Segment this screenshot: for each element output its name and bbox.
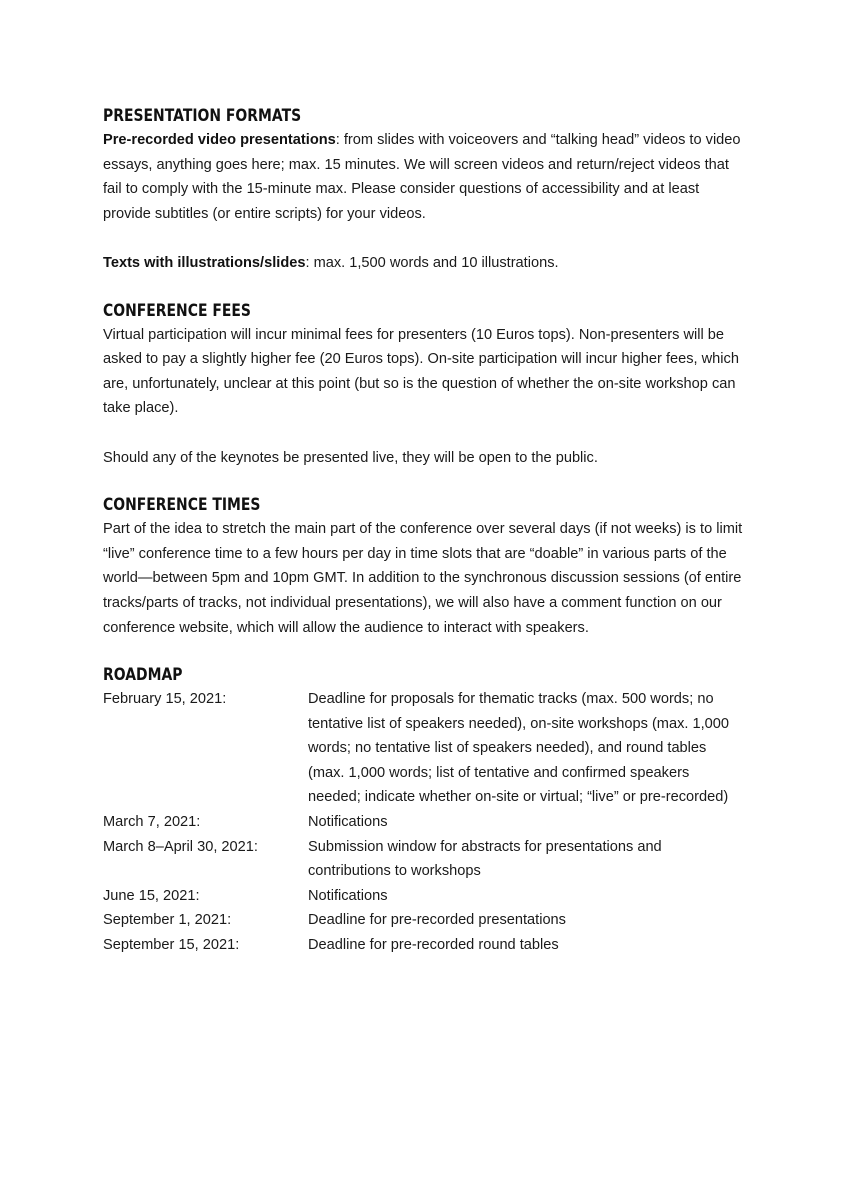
- roadmap-heading: ROADMAP: [103, 665, 183, 686]
- roadmap-item: [103, 908, 743, 933]
- texts-illustrations-text: : max. 1,500 words and 10 illustrations.: [305, 254, 559, 271]
- roadmap-date: March 7, 2021:: [103, 814, 201, 831]
- video-presentations-label: Pre-recorded video presentations: [103, 132, 336, 148]
- roadmap-date: June 15, 2021:: [103, 887, 200, 904]
- texts-illustrations-paragraph: [103, 251, 743, 276]
- roadmap-item: [103, 933, 743, 958]
- roadmap-description: Submission window for abstracts for presentations and contributions to workshops: [308, 838, 662, 880]
- roadmap-date: February 15, 2021:: [103, 691, 227, 708]
- roadmap-description: Notifications: [308, 814, 388, 831]
- roadmap-date: September 15, 2021:: [103, 937, 240, 954]
- roadmap-item: [103, 687, 743, 810]
- presentation-formats-heading: PRESENTATION FORMATS: [103, 106, 302, 126]
- roadmap-description: Notifications: [308, 887, 388, 904]
- fees-paragraph-1: Virtual participation will incur minimal fees for presenters (10 Euros tops). Non-presenters will be asked to pay a slightly higher fee (20 Euros tops). On-site participation will incur higher fees, which are, unfortunately, unclear at this point (but so is the question of whether the on-site workshop can take place).: [103, 326, 739, 417]
- roadmap-list: [103, 687, 743, 958]
- texts-illustrations-label: Texts with illustrations/slides: [103, 254, 306, 271]
- video-presentations-text: : from slides with voiceovers and “talking head” videos to video essays, anything goes here; max. 15 minutes. We will screen videos and return/reject videos that fail to comply with the 15-minute max. Please consider questions of accessibility and at least provide subtitles (or entire scripts) for your videos.: [103, 132, 741, 222]
- fees-paragraph-2: Should any of the keynotes be presented live, they will be open to the public.: [103, 449, 598, 466]
- roadmap-item: [103, 835, 743, 884]
- video-presentations-paragraph: [103, 128, 743, 226]
- roadmap-item: [103, 810, 743, 835]
- conference-fees-heading: CONFERENCE FEES: [103, 300, 251, 321]
- roadmap-description: Deadline for pre-recorded round tables: [308, 937, 559, 954]
- roadmap-description: Deadline for pre-recorded presentations: [308, 912, 566, 929]
- roadmap-item: [103, 884, 743, 909]
- roadmap-date: March 8–April 30, 2021:: [103, 838, 258, 855]
- roadmap-description: Deadline for proposals for thematic tracks (max. 500 words; no tentative list of speakers needed), on-site workshops (max. 1,000 words; no tentative list of speakers needed), and round tables (max. 1,000 words; list of tentative and confirmed speakers needed; indicate whether on-site or virtual; “live” or pre-recorded): [308, 691, 730, 806]
- conference-times-heading: CONFERENCE TIMES: [103, 495, 261, 516]
- times-paragraph: Part of the idea to stretch the main part of the conference over several days (if not weeks) is to limit “live” conference time to a few hours per day in time slots that are “doable” in various parts of the world—between 5pm and 10pm GMT. In addition to the synchronous discussion sessions (of entire tracks/parts of tracks, not individual presentations), we will also have a comment function on our conference website, which will allow the audience to interact with speakers.: [103, 521, 743, 636]
- roadmap-date: September 1, 2021:: [103, 912, 232, 929]
- page-content: [103, 104, 743, 958]
